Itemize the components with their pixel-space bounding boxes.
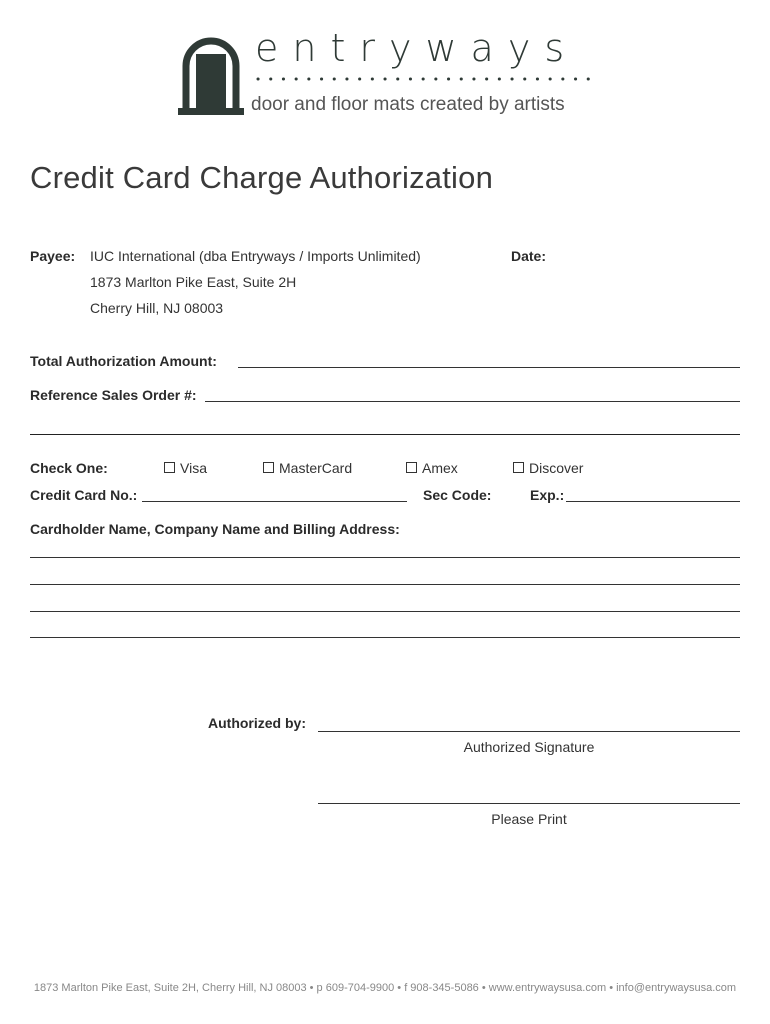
cardholder-line-4[interactable] — [30, 637, 740, 638]
print-caption: Please Print — [491, 811, 567, 827]
exp-label: Exp.: — [530, 487, 565, 503]
check-one-label: Check One: — [30, 460, 108, 476]
discover-option[interactable] — [513, 460, 583, 476]
visa-label: Visa — [180, 460, 207, 476]
footer-contact: 1873 Marlton Pike East, Suite 2H, Cherry Hill, NJ 08003 • p 609-704-9900 • f 908-345-5086 • www.entrywaysusa.com • info@entrywaysusa.com — [33, 982, 737, 994]
print-name-field[interactable] — [318, 803, 740, 804]
discover-checkbox[interactable] — [513, 462, 524, 473]
visa-checkbox[interactable] — [164, 462, 175, 473]
total-amount-field[interactable] — [238, 367, 740, 368]
authorized-by-label: Authorized by: — [208, 715, 306, 731]
payee-label: Payee: — [30, 248, 76, 264]
form-title: Credit Card Charge Authorization — [30, 160, 494, 195]
amex-checkbox[interactable] — [406, 462, 417, 473]
mastercard-label: MasterCard — [279, 460, 353, 476]
visa-option[interactable] — [164, 460, 207, 476]
signature-field[interactable] — [318, 731, 740, 732]
amex-option[interactable] — [406, 460, 458, 476]
exp-field[interactable] — [566, 501, 740, 502]
cardholder-label: Cardholder Name, Company Name and Billing Address: — [30, 521, 400, 537]
brand-tagline: door and floor mats created by artists — [251, 94, 565, 115]
cardholder-line-2[interactable] — [30, 584, 740, 585]
card-number-field[interactable] — [142, 501, 407, 502]
dotted-divider — [256, 72, 590, 86]
section-divider — [30, 434, 740, 435]
payee-line-1: IUC International (dba Entryways / Imports Unlimited) — [90, 248, 421, 264]
cardholder-line-3[interactable] — [30, 611, 740, 612]
sec-code-label: Sec Code: — [423, 487, 492, 503]
payee-line-3: Cherry Hill, NJ 08003 — [90, 300, 224, 316]
signature-caption: Authorized Signature — [463, 739, 595, 755]
mastercard-option[interactable] — [263, 460, 352, 476]
discover-label: Discover — [529, 460, 584, 476]
date-label: Date: — [511, 248, 547, 264]
reference-order-label: Reference Sales Order #: — [30, 387, 197, 403]
mastercard-checkbox[interactable] — [263, 462, 274, 473]
cardholder-line-1[interactable] — [30, 557, 740, 558]
card-number-label: Credit Card No.: — [30, 487, 138, 503]
amex-label: Amex — [422, 460, 458, 476]
payee-line-2: 1873 Marlton Pike East, Suite 2H — [90, 274, 297, 290]
door-logo-icon — [178, 36, 244, 116]
total-amount-label: Total Authorization Amount: — [30, 353, 217, 369]
reference-order-field[interactable] — [205, 401, 740, 402]
brand-name: entryways — [255, 26, 579, 70]
